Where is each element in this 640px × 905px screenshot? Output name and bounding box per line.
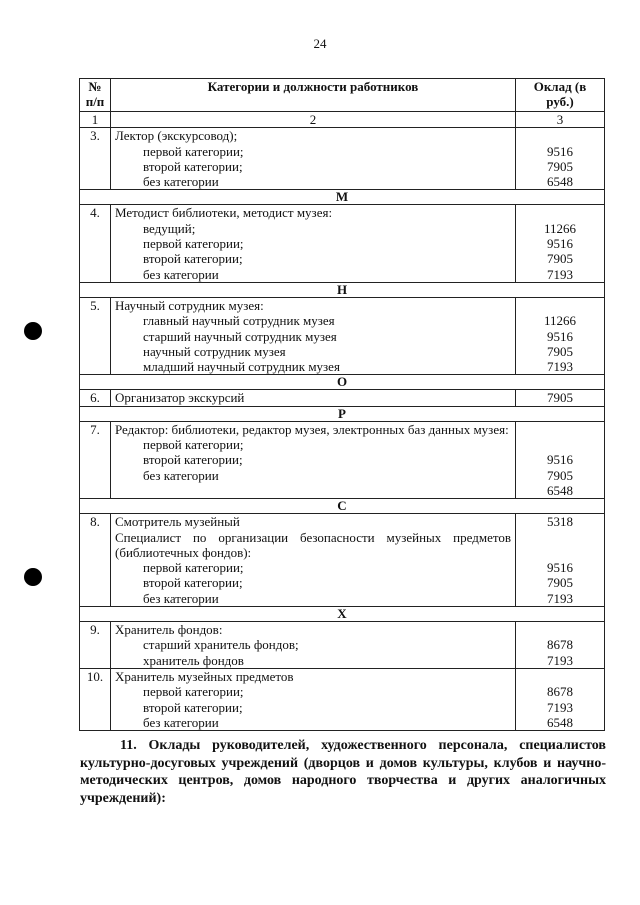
salary-cell [516, 297, 605, 374]
position-title: Методист библиотеки, методист музея: [115, 205, 333, 221]
salary-spacer [520, 437, 600, 452]
position-subcategory: старший научный сотрудник музея [143, 328, 337, 344]
position-subcategory: без категории [143, 467, 219, 483]
salary-value: 9516 [547, 452, 573, 468]
salary-spacer [520, 205, 600, 220]
page-number: 24 [313, 36, 327, 51]
position-cell [111, 128, 516, 190]
position-subcategory: без категории [143, 590, 219, 606]
salary-value: 9516 [547, 236, 573, 252]
position-subcategory: второй категории; [143, 251, 243, 267]
letter-divider: М [80, 190, 605, 205]
table-row [80, 297, 605, 374]
position-title: Научный сотрудник музея: [115, 297, 264, 313]
salary-value: 9516 [547, 328, 573, 344]
position-subcategory: первой категории; [143, 236, 244, 252]
letter-divider: Р [80, 406, 605, 421]
header-salary: Оклад (в руб.) [533, 79, 587, 109]
position-title: Лектор (экскурсовод); [115, 128, 238, 144]
position-cell [111, 514, 516, 607]
position-cell [111, 622, 516, 669]
salary-spacer [520, 298, 600, 313]
letter-divider-row [80, 607, 605, 622]
table-row [80, 622, 605, 669]
salary-spacer [520, 128, 600, 143]
salary-value: 9516 [547, 560, 573, 576]
section-paragraph: 11. Оклады руководителей, художественного персонала, специалистов культурно-досуговых учреждений (дворцов и домов культуры, клубов и научно-методических центров, домов народного творчества и других аналогичных учреждений): [80, 738, 606, 806]
position-subcategory: первой категории; [143, 560, 244, 576]
salary-value: 7905 [547, 467, 573, 483]
salary-value: 7905 [547, 343, 573, 359]
salary-value: 6548 [547, 714, 573, 730]
position-title: Хранитель музейных предметов [115, 668, 294, 684]
position-subcategory: второй категории; [143, 575, 243, 591]
salary-value: 11266 [543, 220, 577, 236]
salary-table [79, 78, 605, 731]
position-subcategory: хранитель фондов [143, 652, 244, 668]
letter-divider: Х [80, 607, 605, 622]
salary-value: 7193 [547, 359, 573, 375]
position-subcategory: второй категории; [143, 452, 243, 468]
table-row [80, 421, 605, 498]
salary-cell [516, 205, 605, 282]
salary-cell [516, 128, 605, 190]
header-num: № п/п [85, 79, 105, 109]
position-subcategory: младший научный сотрудник музея [143, 359, 340, 375]
index-cell: 1 [80, 112, 111, 128]
table-header-row [80, 79, 605, 112]
salary-value: 7905 [547, 575, 573, 591]
position-subcategory: старший хранитель фондов; [143, 637, 299, 653]
position-subcategory: без категории [143, 714, 219, 730]
position-subcategory: без категории [143, 174, 219, 190]
salary-cell [516, 622, 605, 669]
row-number: 8. [80, 514, 111, 607]
position-subcategory: первой категории; [143, 143, 244, 159]
table-row [80, 514, 605, 607]
table-index-row [80, 112, 605, 128]
header-salary-cell [516, 79, 605, 112]
punch-hole-icon [24, 322, 42, 340]
salary-spacer [520, 545, 600, 560]
row-number: 5. [80, 297, 111, 374]
salary-value: 7905 [547, 158, 573, 174]
salary-cell [516, 390, 605, 406]
row-number: 3. [80, 128, 111, 190]
salary-value: 9516 [547, 143, 573, 159]
salary-value: 7193 [547, 590, 573, 606]
letter-divider-row [80, 499, 605, 514]
position-subcategory: главный научный сотрудник музея [143, 313, 335, 329]
header-category-cell [111, 79, 516, 112]
salary-spacer [520, 530, 600, 545]
salary-value: 5318 [547, 514, 573, 530]
salary-cell [516, 514, 605, 607]
salary-value: 7193 [547, 266, 573, 282]
position-cell [111, 297, 516, 374]
header-category: Категории и должности работников [207, 79, 419, 94]
table-row [80, 128, 605, 190]
salary-value: 6548 [547, 482, 573, 498]
position-cell [111, 205, 516, 282]
position-subcategory: ведущий; [143, 220, 196, 236]
salary-value: 7193 [547, 652, 573, 668]
row-number: 9. [80, 622, 111, 669]
salary-cell [516, 668, 605, 730]
position-title: Организатор экскурсий [115, 390, 245, 406]
index-cell: 2 [111, 112, 516, 128]
row-number: 4. [80, 205, 111, 282]
table-row [80, 205, 605, 282]
position-title-secondary: Специалист по организации безопасности музейных предметов (библиотечных фондов): [115, 529, 511, 560]
position-title: Редактор: библиотеки, редактор музея, электронных баз данных музея: [115, 421, 509, 437]
table-row [80, 390, 605, 406]
salary-value: 7193 [547, 699, 573, 715]
letter-divider-row [80, 282, 605, 297]
letter-divider: Н [80, 282, 605, 297]
position-cell [111, 668, 516, 730]
row-number: 10. [80, 668, 111, 730]
salary-value: 8678 [547, 637, 573, 653]
letter-divider-row [80, 406, 605, 421]
header-num-cell [80, 79, 111, 112]
position-subcategory: первой категории; [143, 437, 244, 453]
position-subcategory: без категории [143, 266, 219, 282]
salary-value: 8678 [547, 684, 573, 700]
table-row [80, 668, 605, 730]
salary-value: 11266 [543, 313, 577, 329]
salary-value: 7905 [547, 390, 573, 406]
salary-value: 6548 [547, 174, 573, 190]
row-number: 6. [80, 390, 111, 406]
position-subcategory: первой категории; [143, 684, 244, 700]
letter-divider-row [80, 375, 605, 390]
position-subcategory: второй категории; [143, 158, 243, 174]
letter-divider: О [80, 375, 605, 390]
index-cell: 3 [516, 112, 605, 128]
salary-value: 7905 [547, 251, 573, 267]
salary-spacer [520, 422, 600, 437]
letter-divider-row [80, 190, 605, 205]
position-subcategory: научный сотрудник музея [143, 343, 286, 359]
position-title: Хранитель фондов: [115, 622, 223, 638]
position-cell [111, 421, 516, 498]
letter-divider: С [80, 499, 605, 514]
row-number: 7. [80, 421, 111, 498]
salary-spacer [520, 669, 600, 684]
salary-cell [516, 421, 605, 498]
position-subcategory: второй категории; [143, 699, 243, 715]
position-cell [111, 390, 516, 406]
position-title: Смотритель музейный [115, 514, 240, 530]
salary-spacer [520, 622, 600, 637]
punch-hole-icon [24, 568, 42, 586]
